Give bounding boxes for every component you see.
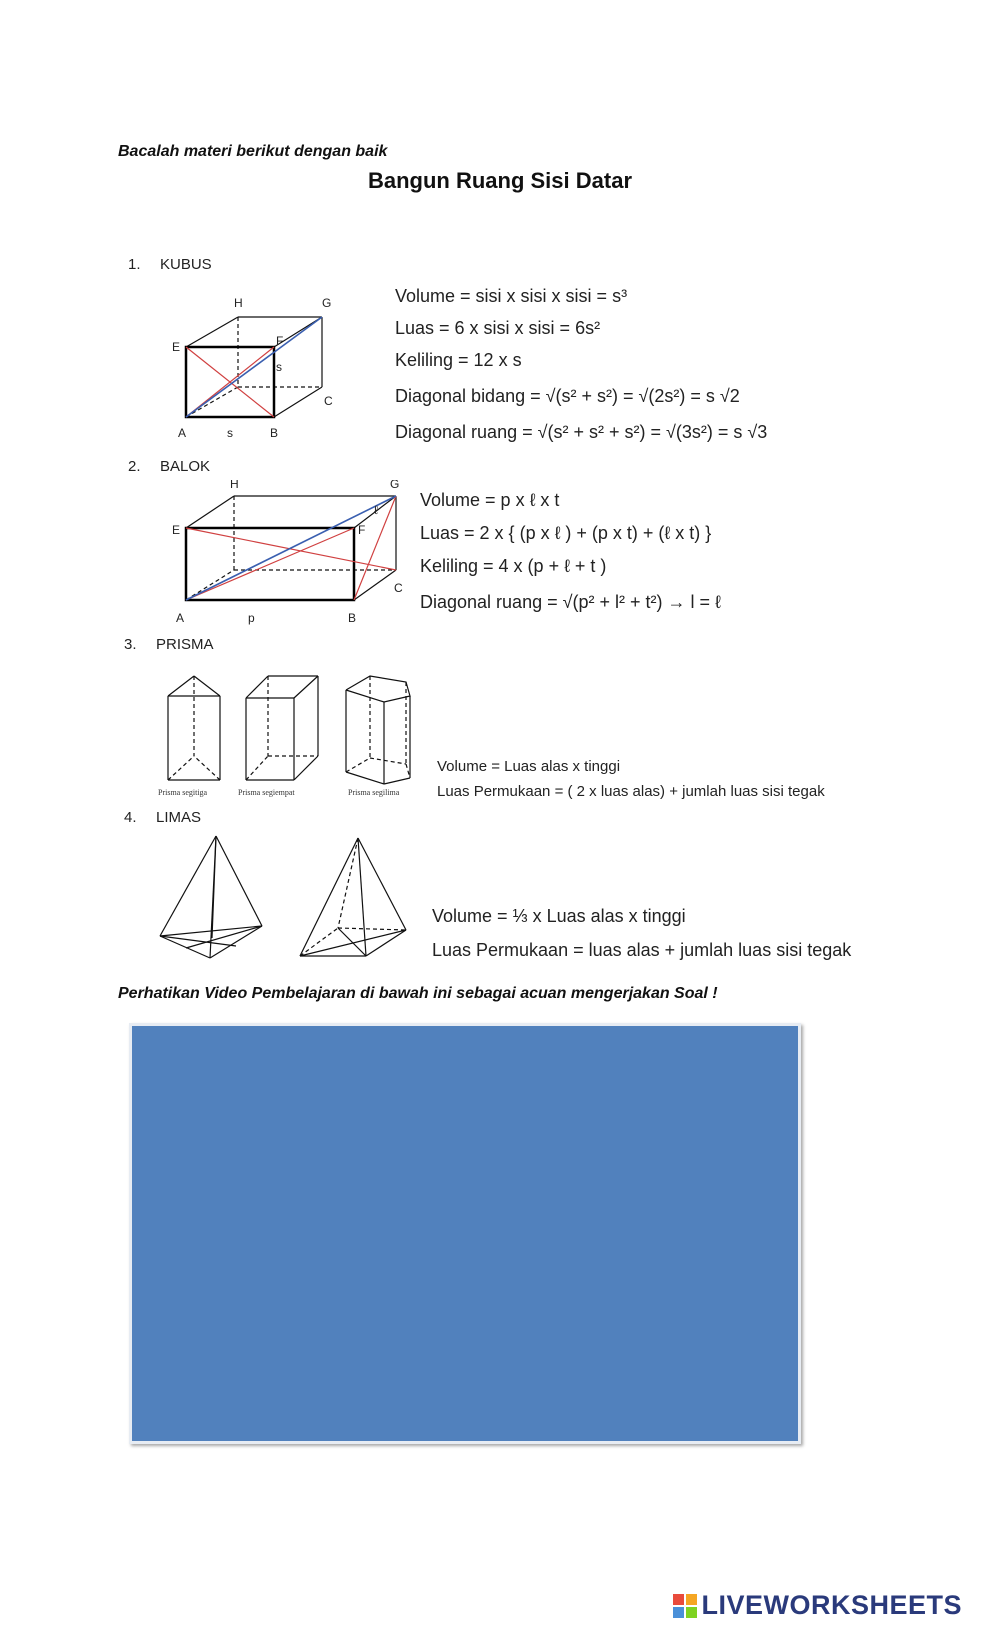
label-F: F — [276, 334, 284, 348]
section-prisma-heading — [124, 636, 214, 653]
limas-luas-permukaan: Luas Permukaan = luas alas + jumlah luas sisi tegak — [432, 940, 852, 960]
label-B: B — [348, 611, 357, 625]
prisma-luas-permukaan: Luas Permukaan = ( 2 x luas alas) + jumlah luas sisi tegak — [437, 783, 825, 800]
label-s-side: s — [276, 360, 282, 374]
label-C: C — [324, 394, 333, 408]
label-H: H — [230, 480, 239, 491]
pyramid-diagrams — [152, 830, 422, 965]
kubus-diagonal-bidang: Diagonal bidang = √(s² + s²) = √(2s²) = s √2 — [395, 386, 740, 406]
section-name: PRISMA — [156, 636, 214, 653]
balok-diagonal-ruang: Diagonal ruang = √(p² + l² + t²) → l = ℓ — [420, 592, 721, 612]
section-balok-heading — [128, 458, 210, 475]
prism-diagrams — [158, 668, 428, 803]
section-name: LIMAS — [156, 809, 202, 826]
balok-luas: Luas = 2 x { (p x ℓ ) + (p x t) + (ℓ x t) } — [420, 523, 712, 543]
label-A: A — [176, 611, 185, 625]
label-B: B — [270, 426, 279, 440]
triangular-pyramid — [160, 836, 262, 958]
label-E: E — [172, 523, 181, 537]
kubus-volume: Volume = sisi x sisi x sisi = s³ — [395, 286, 628, 306]
prisma-volume: Volume = Luas alas x tinggi — [437, 758, 621, 775]
label-p: p — [248, 611, 255, 625]
cube-diagram — [170, 295, 350, 455]
section-number: 1. — [128, 256, 141, 273]
section-number: 3. — [124, 636, 137, 653]
pentagonal-prism — [346, 676, 410, 797]
caption-prisma-segilima: Prisma segilima — [348, 788, 400, 797]
cuboid-diagram — [168, 480, 408, 630]
square-prism — [238, 676, 318, 797]
label-s-bottom: s — [227, 426, 233, 440]
caption-prisma-segiempat: Prisma segiempat — [238, 788, 295, 797]
section-name: KUBUS — [160, 256, 212, 273]
section-number: 4. — [124, 809, 137, 826]
label-E: E — [172, 340, 181, 354]
label-A: A — [178, 426, 187, 440]
intro-text: Bacalah materi berikut dengan baik — [118, 143, 388, 160]
brand-name: LIVEWORKSHEETS — [701, 1590, 962, 1620]
label-F: F — [358, 523, 366, 537]
kubus-luas: Luas = 6 x sisi x sisi = 6s² — [395, 318, 601, 338]
label-l: ℓ — [374, 503, 378, 517]
section-name: BALOK — [160, 458, 211, 475]
label-C: C — [394, 581, 403, 595]
section-number: 2. — [128, 458, 141, 475]
label-G: G — [390, 480, 400, 491]
label-G: G — [322, 296, 332, 310]
video-instruction: Perhatikan Video Pembelajaran di bawah ini sebagai acuan mengerjakan Soal ! — [118, 985, 718, 1002]
caption-prisma-segitiga: Prisma segitiga — [158, 788, 208, 797]
triangular-prism — [158, 676, 220, 797]
square-pyramid — [300, 838, 406, 956]
kubus-keliling: Keliling = 12 x s — [395, 350, 522, 370]
page-title: Bangun Ruang Sisi Datar — [367, 168, 633, 193]
brand-footer — [673, 1590, 962, 1621]
label-H: H — [234, 296, 243, 310]
limas-volume: Volume = ⅓ x Luas alas x tinggi — [432, 906, 686, 926]
kubus-diagonal-ruang: Diagonal ruang = √(s² + s² + s²) = √(3s²) = s √3 — [395, 422, 768, 442]
balok-keliling: Keliling = 4 x (p + ℓ + t ) — [420, 556, 607, 576]
section-kubus-heading — [128, 256, 212, 273]
balok-volume: Volume = p x ℓ x t — [420, 490, 560, 510]
liveworksheets-logo-icon — [673, 1594, 697, 1618]
video-placeholder[interactable] — [129, 1023, 801, 1444]
section-limas-heading — [124, 809, 201, 826]
